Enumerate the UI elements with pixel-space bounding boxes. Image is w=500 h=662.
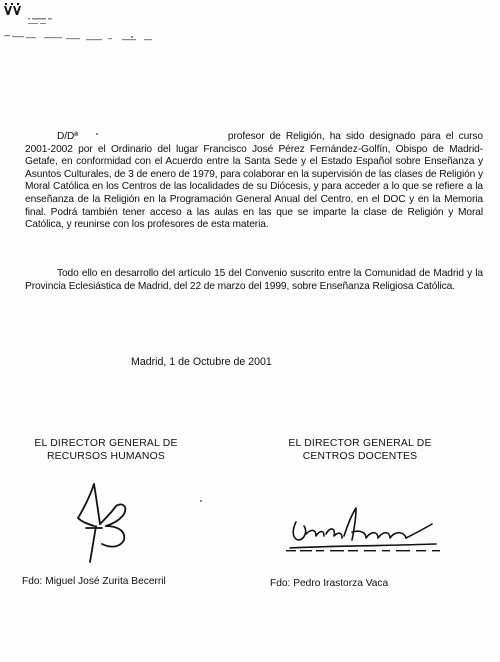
legal-basis-text: Todo ello en desarrollo del artículo 15 del Convenio suscrito entre la Comunidad de Madrid y la Provincia Eclesiástica de Madrid, del 22 de marzo del 1999, sobre Enseñanza Religiosa Católica. bbox=[25, 268, 483, 292]
signed-by-hr: Fdo: Miguel José Zurita Becerril bbox=[22, 576, 166, 587]
community-emblem-icon bbox=[2, 2, 24, 18]
designation-text: profesor de Religión, ha sido designado para el curso 2001-2002 por el Ordinario del lugar Francisco José Pérez Fernández-Golfín, Obispo de Madrid-Getafe, en conformidad con el Acuerdo entre la Santa Sede y el Estado Español sobre Enseñanza y Asuntos Culturales, de 3 de enero de 1979, para colaborar en la supervisión de las clases de Religión y Moral Católica en los Centros de las localidades de su Diócesis, y para acceder a lo que se refiere a la enseñanza de la Religión en la Programación General Anual del Centro, en el DOC y en la Memoria final. Podrá también tener acceso a las aulas en las que se imparte la clase de Religión y Moral Católica, y reunirse con los profesores de esta materia. bbox=[25, 131, 483, 231]
recipient-label: D/Dª bbox=[57, 131, 78, 142]
signatory-title-centers-line2: CENTROS DOCENTES bbox=[302, 451, 418, 462]
scan-speck bbox=[96, 133, 98, 135]
designation-paragraph bbox=[25, 131, 483, 232]
legal-basis-paragraph bbox=[25, 268, 483, 293]
scan-speck bbox=[200, 500, 202, 502]
signatory-title-hr-line1: EL DIRECTOR GENERAL DE bbox=[34, 438, 178, 449]
signatory-title-centers bbox=[255, 437, 465, 463]
signatory-title-hr bbox=[6, 437, 206, 463]
signatory-title-hr-line2: RECURSOS HUMANOS bbox=[46, 451, 166, 462]
document-date: Madrid, 1 de Octubre de 2001 bbox=[131, 356, 272, 368]
signature-mark-right bbox=[286, 504, 446, 556]
signed-by-centers: Fdo: Pedro Irastorza Vaca bbox=[270, 578, 389, 589]
signatory-title-centers-line1: EL DIRECTOR GENERAL DE bbox=[288, 438, 432, 449]
signature-mark-left bbox=[72, 482, 142, 564]
scan-speck bbox=[131, 36, 133, 38]
letterhead-lines bbox=[4, 18, 174, 44]
